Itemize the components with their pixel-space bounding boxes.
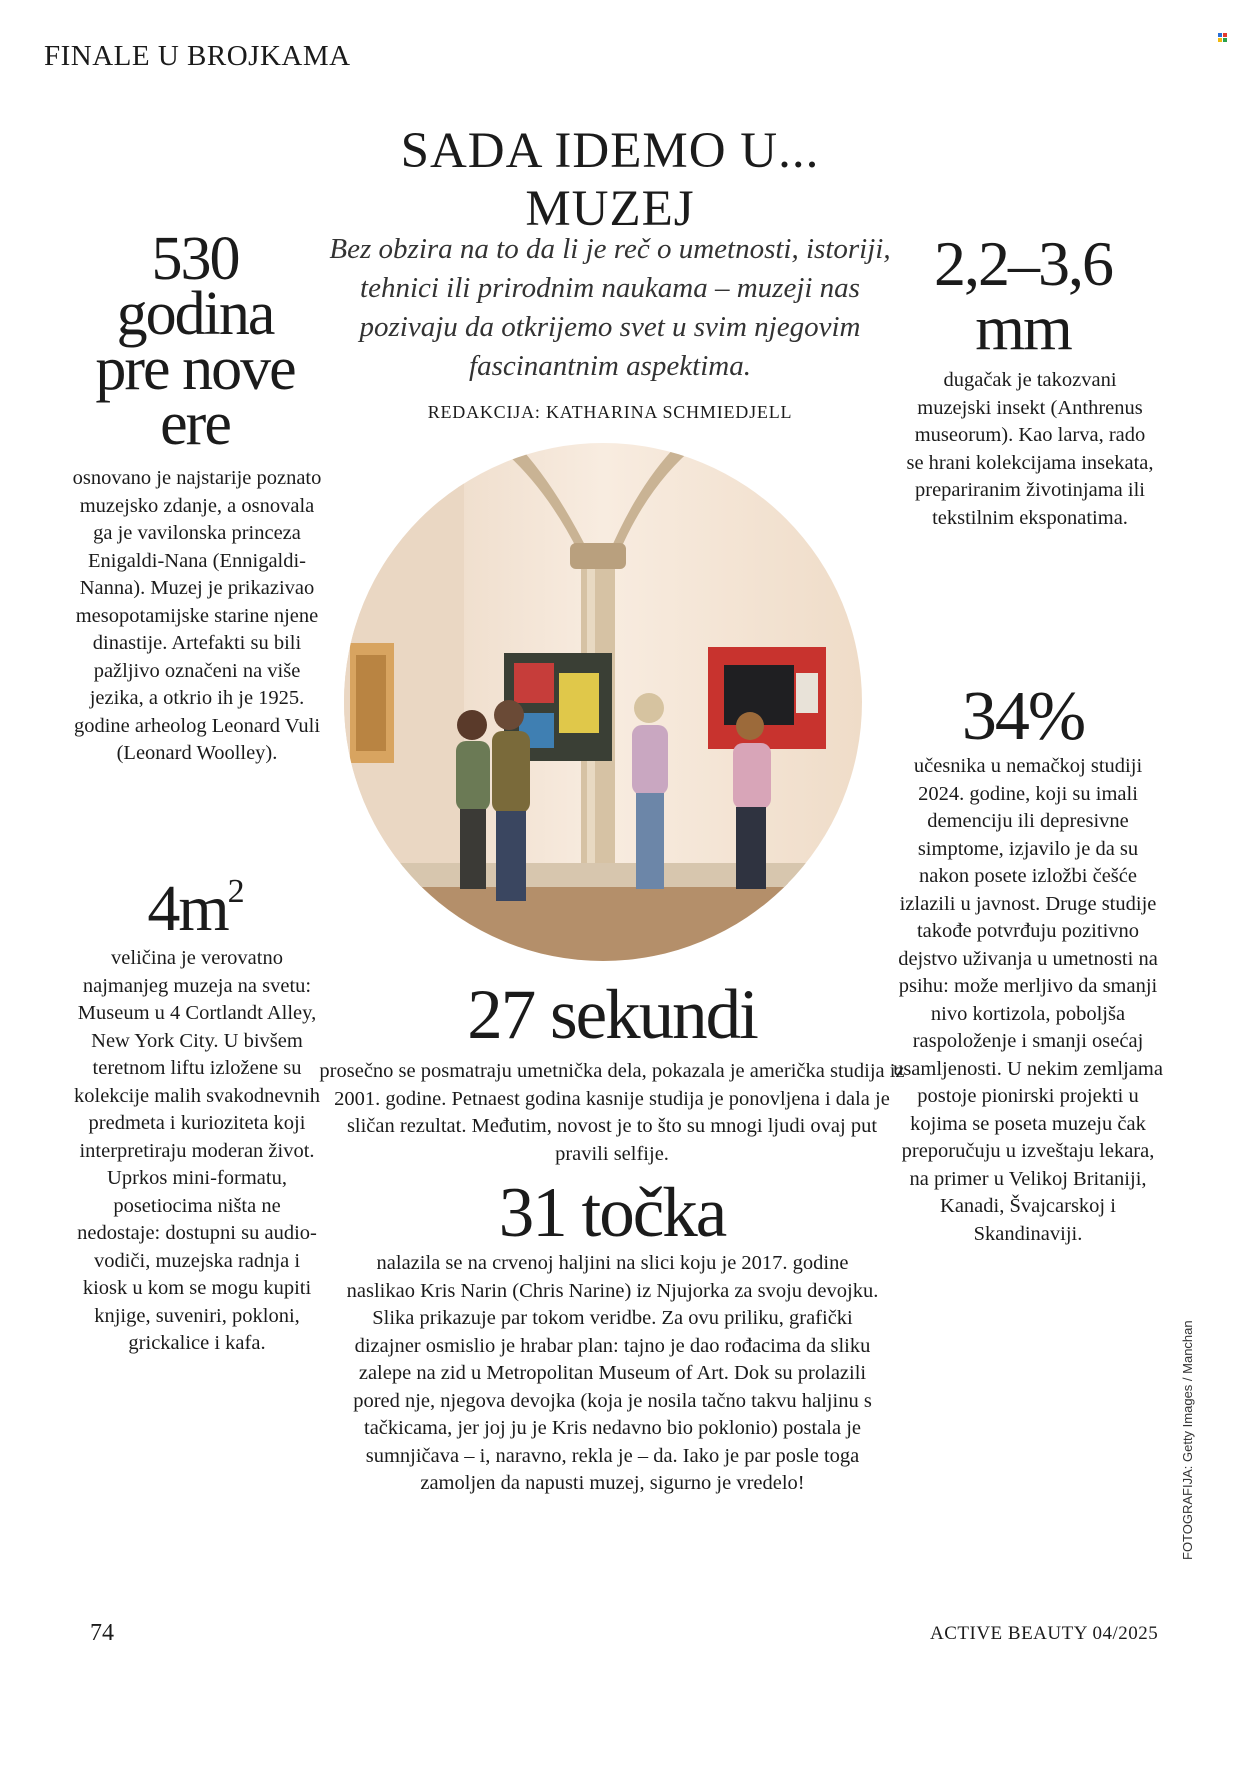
fact-smallest-museum-figure bbox=[70, 872, 320, 945]
figure-line: godina bbox=[116, 280, 274, 348]
fact-oldest-museum-figure bbox=[70, 225, 320, 458]
fact-polka-dots-text: nalazila se na crvenoj haljini na slici koju je 2017. godine naslikao Kris Narin (Chris Narine) iz Njujorka za svoju devojku. Slika prikazuje par tokom veridbe. Za ovu priliku, grafički dizajner osmislio je hrabar plan: tajno je dao rođacima da sliku zalepe na zid u Metropolitan Museum of Art. Dok su prolazili pored nje, njegova devojka (koja je nosila tačno takvu haljinu s tačkicama, jer joj ju je Kris nedavno bio poklonio) postala je sumnjičava – i, naravno, rekla je – da. Iako je par posle toga zamoljen da napusti muzej, sigurno je vredelo! bbox=[346, 1252, 879, 1494]
fact-smallest-museum-text: veličina je verovatno najmanjeg muzeja na svetu: Museum u 4 Cortlandt Alley, New York City. U bivšem teretnom liftu izložene su kolekcije malih svakodnevnih predmeta i kurioziteta koji interpretiraju moderan život. Uprkos mini-formatu, posetiocima ništa ne nedostaje: dostupni su audio-vodiči, muzejska radnja i kiosk u kom se mogu kupiti knjige, suveniri, pokloni, grickalice i kafa. bbox=[74, 947, 320, 1354]
article-title-line1: SADA IDEMO U... bbox=[400, 123, 820, 179]
fact-museum-insect-figure bbox=[888, 228, 1158, 363]
section-label: FINALE U BROJKAMA bbox=[44, 40, 351, 72]
fact-dementia-study-figure: 34% bbox=[961, 678, 1085, 755]
brand-mark-icon bbox=[1218, 33, 1230, 43]
figure-line: mm bbox=[975, 292, 1071, 363]
figure-line: 530 bbox=[151, 225, 239, 293]
figure-line: 2,2–3,6 bbox=[934, 228, 1112, 299]
fact-viewing-time-text: prosečno se posmatraju umetnička dela, pokazala je američka studija iz 2001. godine. Petnaest godina kasnije studija je ponovljena i dala je sličan rezultat. Međutim, novost je to što su mnogi ljudi ovaj put pravili selfije. bbox=[319, 1060, 905, 1165]
museum-photo-illustration bbox=[344, 443, 862, 961]
fact-dementia-study-text: učesnika u nemačkoj studiji 2024. godine, koji su imali demenciju ili depresivne simptome, izjavilo je da su nakon posete izložbi češće izlazili u javnost. Druge studije takođe potvrđuju pozitivno dejstvo uživanja u umetnosti na psihu: može merljivo da smanji nivo kortizola, poboljša raspoloženje i smanji osećaj usamljenosti. U nekim zemljama postoje pionirski projekti u kojima se poseta muzeju čak preporučuju u izveštaju lekara, na primer u Velikoj Britaniji, Kanadi, Švajcarskoj i Skandinaviji. bbox=[893, 755, 1163, 1245]
magazine-issue: ACTIVE BEAUTY 04/2025 bbox=[930, 1623, 1159, 1644]
article-title bbox=[300, 122, 920, 238]
article-title-line2: MUZEJ bbox=[525, 181, 695, 237]
fact-viewing-time-figure: 27 sekundi bbox=[467, 976, 757, 1054]
fact-polka-dots-figure: 31 točka bbox=[498, 1174, 726, 1252]
figure-superscript: 2 bbox=[227, 873, 243, 910]
article-byline: REDAKCIJA: KATHARINA SCHMIEDJELL bbox=[427, 402, 793, 422]
fact-museum-insect-text: dugačak je takozvani muzejski insekt (Anthrenus museorum). Kao larva, rado se hrani kolekcijama insekata, prepariranim životinjama ili tekstilnim eksponatima. bbox=[906, 369, 1154, 529]
article-lede: Bez obzira na to da li je reč o umetnosti, istoriji, tehnici ili prirodnim naukama – muzeji nas pozivaju da otkrijemo svet u svim njegovim fascinantnim aspektima. bbox=[329, 233, 891, 382]
figure-line: pre nove bbox=[95, 335, 295, 403]
photo-credit-text: FOTOGRAFIJA: Getty Images / Manchan bbox=[1180, 1320, 1195, 1560]
photo-credit bbox=[1180, 1320, 1204, 1790]
figure-line: ere bbox=[160, 390, 230, 458]
fact-oldest-museum-text: osnovano je najstarije poznato muzejsko zdanje, a osnovala ga je vavilonska princeza Enigaldi-Nana (Ennigaldi-Nanna). Muzej je prikazivao mesopotamijske starine njene dinastije. Artefakti su bili pažljivo označeni na više jezika, a otkrio ih je 1925. godine arheolog Leonard Vuli (Leonard Woolley). bbox=[72, 467, 322, 764]
page-number: 74 bbox=[90, 1620, 114, 1646]
museum-photo bbox=[344, 443, 862, 961]
figure-value: 4m bbox=[147, 872, 228, 945]
